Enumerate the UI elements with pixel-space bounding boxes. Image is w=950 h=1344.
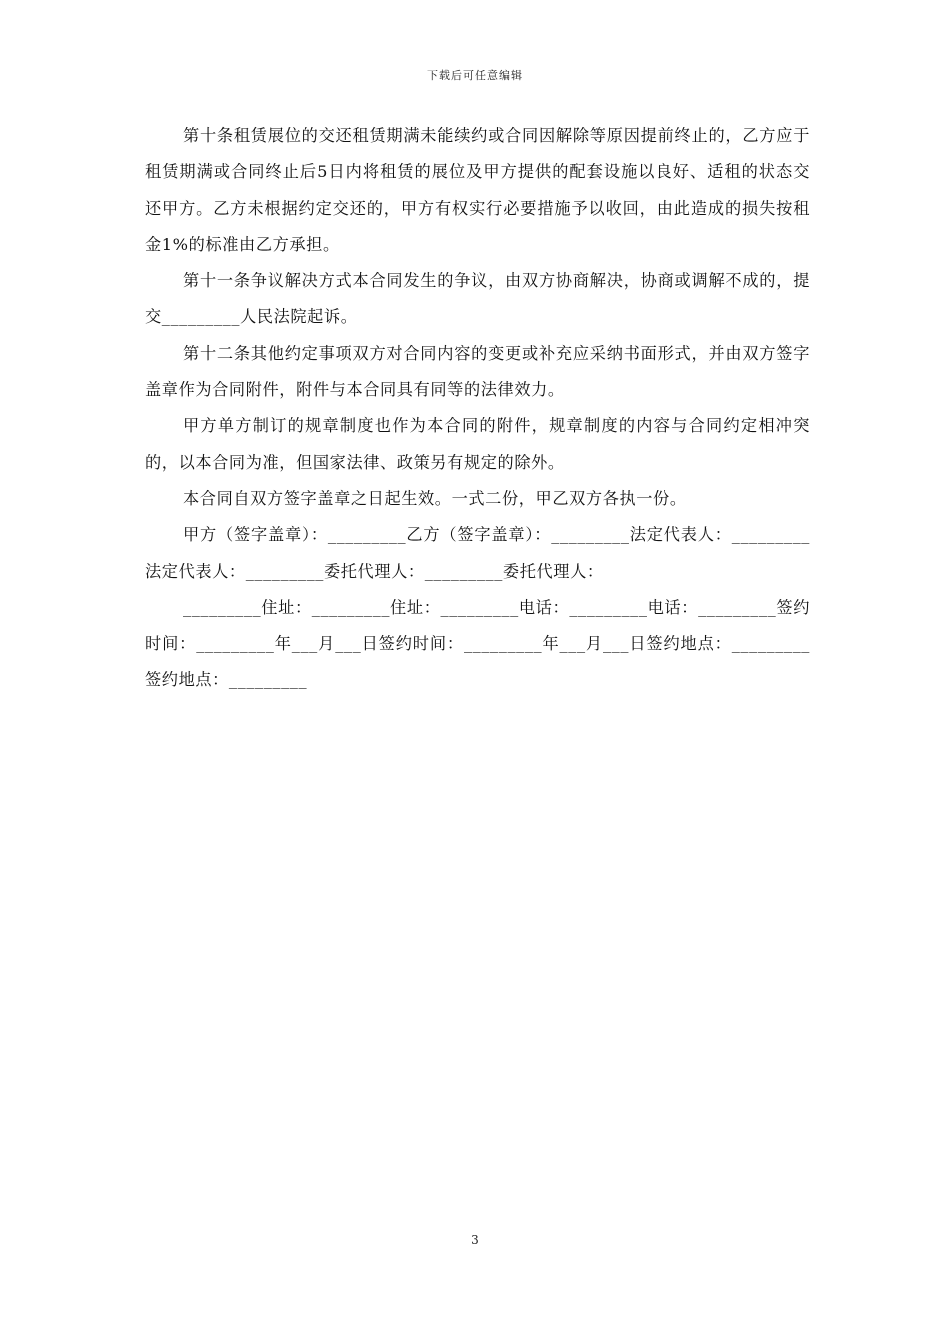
clause-11-paragraph: 第十一条争议解决方式本合同发生的争议，由双方协商解决，协商或调解不成的，提交_________人民法院起诉。: [145, 271, 810, 327]
rules-annex-paragraph: 甲方单方制订的规章制度也作为本合同的附件，规章制度的内容与合同约定相冲突的，以本合同为准，但国家法律、政策另有规定的除外。: [145, 416, 810, 472]
page-number: 3: [471, 1233, 479, 1247]
effective-paragraph: 本合同自双方签字盖章之日起生效。一式二份，甲乙双方各执一份。: [183, 488, 687, 508]
header-note: 下载后可任意编辑: [427, 69, 523, 82]
clause-10-paragraph: 第十条租赁展位的交还租赁期满未能续约或合同因解除等原因提前终止的，乙方应于租赁期满或合同终止后5日内将租赁的展位及甲方提供的配套设施以良好、适租的状态交还甲方。乙方未根据约定交还的，甲方有权实行必要措施予以收回，由此造成的损失按租金1%的标准由乙方承担。: [145, 126, 810, 254]
signature-parties-paragraph: 甲方（签字盖章）：_________乙方（签字盖章）：_________法定代表人：_________法定代表人：_________委托代理人：_________委托代理人：: [145, 525, 810, 581]
clause-12-paragraph: 第十二条其他约定事项双方对合同内容的变更或补充应采纳书面形式，并由双方签字盖章作为合同附件，附件与本合同具有同等的法律效力。: [145, 343, 810, 400]
document-body: [145, 118, 810, 699]
signature-details-paragraph: _________住址：_________住址：_________电话：_________电话：_________签约时间：_________年___月___日签约时间：_________年___月___日签约地点：_________签约地点：_________: [145, 597, 810, 690]
